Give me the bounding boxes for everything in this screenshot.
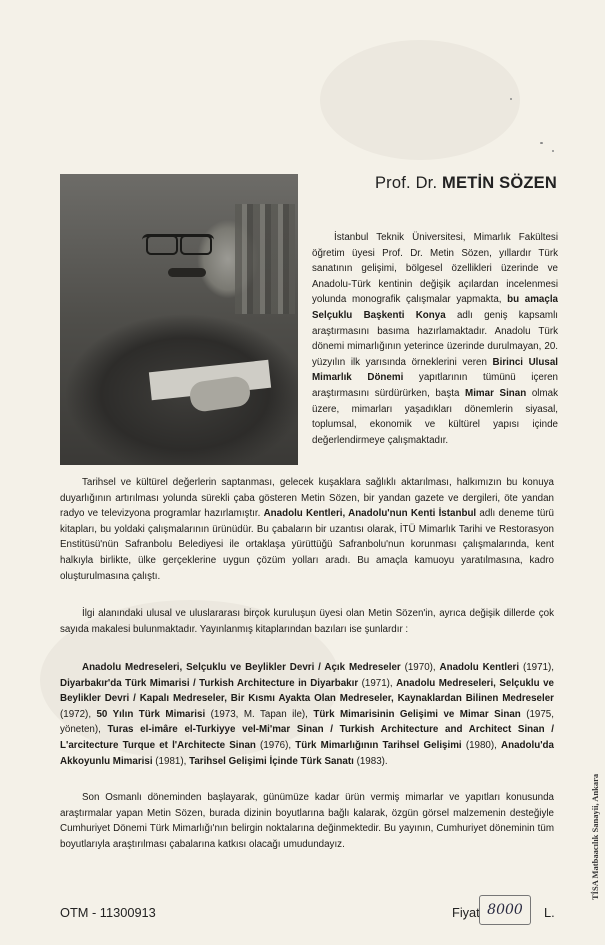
bold-text-run: Anadolu Medreseleri, Selçuklu ve Beylikler Devri / Açık Medreseler (82, 662, 401, 673)
author-title: Prof. Dr. (374, 174, 443, 192)
moustache-shape (168, 268, 206, 277)
text-run: (1980), (461, 739, 502, 751)
bold-text-run: Birinci Ulusal Mimarlık Dönemi (312, 356, 559, 384)
price-value: 8000 (479, 895, 531, 925)
publications-list (60, 660, 554, 769)
text-run: (1976), (255, 739, 296, 751)
bold-text-run: Turas el-imâre el-Turkiyye vel-Mi'mar Sinan / Turkish Architecture and Architect Sinan / L'arcitecture Turque et l'Architecte Sinan (60, 724, 554, 751)
text-run: (1970), (400, 662, 440, 673)
text-run: (1983). (353, 755, 388, 767)
text-run: adlı geniş kapsamlı araştırmasını basıma hazırlamaktadır. Anadolu Türk dönemi mimarlığının yeterince üzerinde durulmayan, 20. yüzyılın ilk yarısında örneklerini veren (312, 309, 558, 368)
price-label: Fiyat (452, 905, 480, 920)
bold-text-run: Mimar Sinan (465, 387, 527, 399)
bold-text-run: Diyarbakır'da Türk Mimarisi / Turkish Architecture in Diyarbakır (60, 677, 359, 689)
bookshelf-shape (235, 204, 295, 314)
bold-text-run: Türk Mimarlığının Tarihsel Gelişimi (295, 739, 462, 751)
printer-imprint: TİSA Matbaacılık Sanayii, Ankara (590, 773, 600, 900)
text-run: adlı deneme türü kitapları, bu yoldaki çalışmalarının ürünüdür. Bu çabaların bir uzantısı olarak, İTÜ Mimarlık Tarihi ve Restorasyon Enstitüsü'nün Safranbolu Belediyesi ile ortaklaşa yürüttüğü Safranbolu'nun korunması çalışmalarında, kent halkıyla birlikte, ülke gerçeklerine uygun çözüm yolları aradı. Bu amaçla kamuoyu yaratılmasına, kadro oluşturulmasına çalıştı. (60, 508, 555, 582)
text-run: İlgi alanındaki ulusal ve uluslararası birçok kuruluşun üyesi olan Metin Sözen'in, ayrıca değişik dillerde çok sayıda makalesi bulunmaktadır. Yayınlanmış kitaplarından bazıları ise şunlardır : (60, 608, 554, 635)
text-run: (1975, yöneten), (60, 708, 554, 736)
bold-text-run: Anadolu Kentleri, Anadolu'nun Kenti İstanbul (263, 508, 477, 520)
bold-text-run: Anadolu Medreseleri, Selçuklu ve Beylikler Devri / Kapalı Medreseler, Bir Kısmı Ayakta Olan Medreseler, Kaynaklardan Bilinen Medreseler (60, 677, 554, 705)
bold-text-run: Anadolu Kentleri (439, 662, 520, 673)
paragraph-closing (60, 790, 554, 852)
author-name: METİN SÖZEN (442, 174, 557, 192)
author-heading (300, 174, 557, 193)
bold-text-run: bu amaçla Selçuklu Başkenti Konya (312, 294, 558, 321)
paragraph-memberships (60, 606, 554, 637)
bold-text-run: 50 Yılın Türk Mimarisi (96, 708, 206, 720)
text-run: İstanbul Teknik Üniversitesi, Mimarlık Fakültesi öğretim üyesi Prof. Dr. Metin Sözen, yıllardır Türk sanatının gelişimi, bölgesel özellikleri üzerinde ve Anadolu-Türk kentinin değişik açılardan incelenmesi yolunda monografik çalışmalar yapmakta, (312, 232, 558, 306)
text-run: Son Osmanlı döneminden başlayarak, günümüze kadar ürün vermiş mimarlar ve yapıtları konusunda araştırmalar yapan Metin Sözen, burada dizinin boyutlarına bağlı kalarak, özgün görsel malzemenin desteğiyle Cumhuriyet Dönemi Türk Mimarlığı'nın belirgin noktalarına değinmektedir. Bu yayının, Cumhuriyet döneminin tüm boyutlarıyla araştırılması çabalarına katkısı olacağı umudundayız. (60, 792, 554, 850)
paragraph-activities (60, 475, 554, 584)
text-run: Tarihsel ve kültürel değerlerin saptanması, gelecek kuşaklara sağlıklı aktarılması, halkımızın bu konuya duyarlığının artırılması yolunda sürekli çaba gösteren Metin Sözen, bir yandan gazete ve dergileri, öte yandan radyo ve televizyona programlar hazırlamıştır. (60, 477, 554, 520)
text-run: (1971), (358, 677, 397, 689)
text-run: (1971), (519, 662, 554, 673)
text-run: olmak üzere, mimarları yaşadıkları dönemlerin siyasal, toplumsal, ekonomik ve kültürel yapısı içinde değerlendirmeye çalışmaktadır. (312, 387, 558, 446)
intro-paragraph (312, 230, 558, 448)
author-portrait-photo (60, 174, 298, 465)
text-run: (1973, M. Tapan ile), (205, 708, 314, 720)
text-run: (1981), (152, 755, 190, 767)
bold-text-run: Türk Mimarisinin Gelişimi ve Mimar Sinan (313, 708, 521, 720)
text-run: yapıtlarının tümünü içeren araştırmasını sürdürürken, başta (312, 372, 558, 399)
glasses-shape (142, 234, 214, 253)
bold-text-run: Tarihsel Gelişimi İçinde Türk Sanatı (189, 755, 354, 767)
bold-text-run: Anadolu'da Akkoyunlu Mimarisi (60, 739, 554, 767)
catalog-code: OTM - 11300913 (60, 905, 156, 920)
text-run: (1972), (60, 708, 97, 720)
currency-label: L. (544, 905, 555, 920)
